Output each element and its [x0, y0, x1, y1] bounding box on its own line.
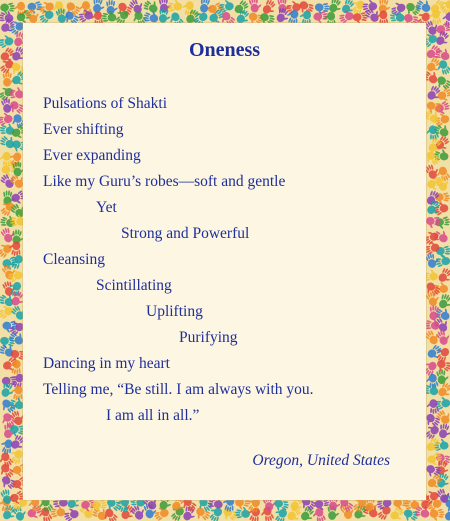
poem-panel: [23, 23, 426, 500]
handprint-icon: [235, 506, 250, 519]
poem-line-3: Ever expanding: [43, 147, 141, 164]
poem-line-4: Like my Guru’s robes—soft and gentle: [43, 173, 286, 190]
handprint-icon: [0, 240, 14, 259]
handprint-icon: [0, 111, 14, 127]
poem-line-1: Pulsations of Shakti: [43, 95, 168, 112]
handprint-icon: [142, 0, 161, 15]
poem-line-10: Purifying: [179, 329, 238, 346]
handprint-icon: [6, 267, 24, 284]
poem-line-11: Dancing in my heart: [43, 355, 170, 372]
poem-signature: Oregon, United States: [252, 452, 390, 469]
poem-line-13: I am all in all.”: [106, 407, 200, 424]
handprint-icon: [436, 266, 450, 285]
poem-line-6: Strong and Powerful: [121, 225, 250, 242]
handprint-icon: [167, 0, 183, 12]
poem-line-9: Uplifting: [146, 303, 203, 320]
handprint-icon: [311, 507, 327, 521]
handprint-icon: [425, 216, 441, 229]
handprint-icon: [437, 422, 450, 439]
handprint-icon: [0, 33, 15, 49]
poem-line-7: Cleansing: [43, 251, 105, 268]
handprint-icon: [248, 0, 262, 13]
handprint-icon: [272, 506, 289, 521]
handprint-icon: [92, 499, 108, 513]
poem-line-2: Ever shifting: [43, 121, 124, 138]
poem-line-5: Yet: [96, 199, 117, 216]
poem-title: Oneness: [188, 39, 261, 61]
handprint-icon: [437, 292, 450, 311]
poem-line-8: Scintillating: [96, 277, 172, 294]
handprint-icon: [158, 7, 172, 23]
handprint-icon: [425, 373, 439, 390]
poem-line-12: Telling me, “Be still. I am always with you.: [43, 381, 314, 398]
